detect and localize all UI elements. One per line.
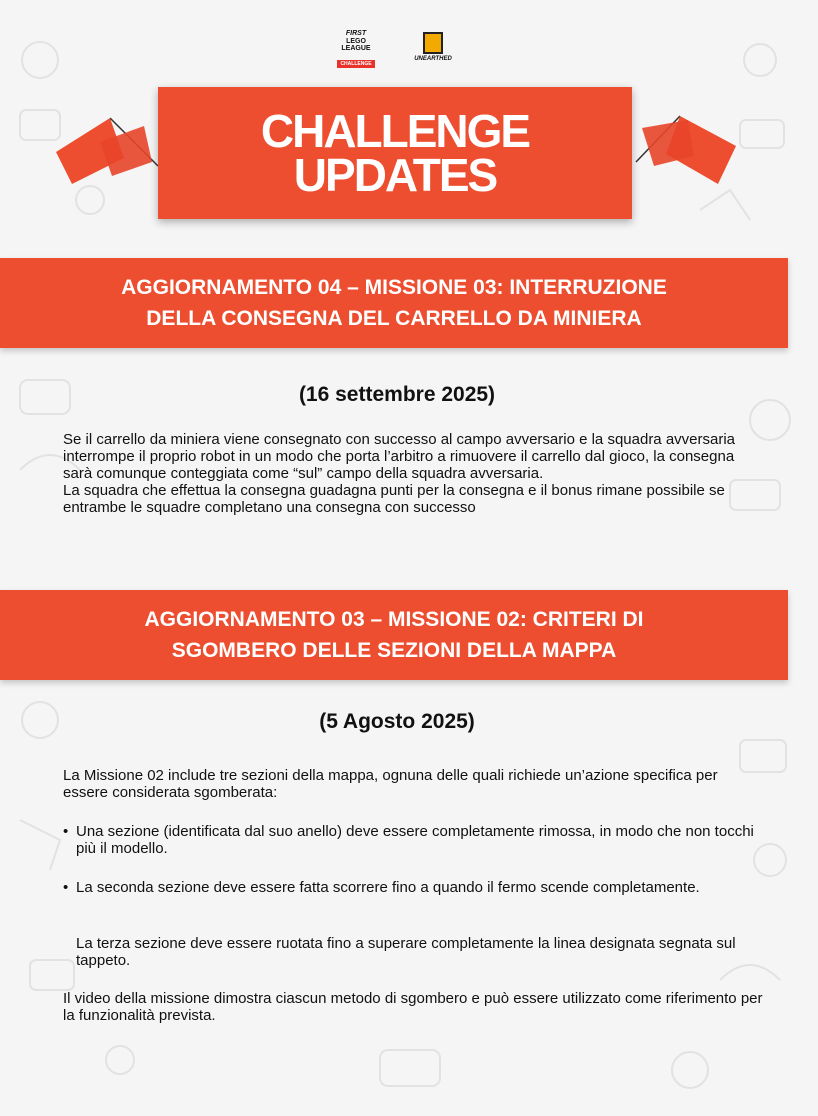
- bullet-dot: •: [63, 823, 69, 840]
- unearthed-logo-text: UNEARTHED: [414, 56, 452, 62]
- page-title: CHALLENGE UPDATES: [260, 105, 530, 201]
- logo-line-league: LEAGUE: [341, 45, 371, 52]
- update-03-bullet-3: [63, 935, 763, 969]
- bullet-dot: •: [63, 879, 69, 896]
- update-04-paragraph-2: La squadra che effettua la consegna guadagna punti per la consegna e il bonus rimane possibile se entrambe le squadre completano una consegna con successo: [63, 482, 725, 516]
- unearthed-logo: [414, 32, 452, 62]
- first-lego-league-logo: [334, 30, 378, 70]
- update-03-date: (5 Agosto 2025): [319, 710, 475, 733]
- update-04-body: [63, 431, 763, 516]
- update-03-bullet-1: [63, 823, 763, 857]
- bullet-text: La terza sezione deve essere ruotata fino a superare completamente la linea designata segnata sul tappeto.: [76, 935, 736, 969]
- left-flag-icon: [48, 112, 162, 194]
- update-03-outro: Il video della missione dimostra ciascun metodo di sgombero e può essere utilizzato come riferimento per la funzionalità prevista.: [63, 990, 763, 1024]
- update-04-banner: [0, 258, 788, 348]
- update-03-banner: [0, 590, 788, 680]
- update-03-intro: La Missione 02 include tre sezioni della mappa, ognuna delle quali richiede un’azione specifica per essere considerata sgomberata:: [63, 767, 718, 801]
- unearthed-badge-icon: [423, 32, 443, 54]
- update-04-heading: AGGIORNAMENTO 04 – MISSIONE 03: INTERRUZIONE DELLA CONSEGNA DEL CARRELLO DA MINIERA: [121, 276, 667, 330]
- bullet-text: La seconda sezione deve essere fatta scorrere fino a quando il fermo scende completamente.: [76, 879, 700, 896]
- update-04-paragraph-1: Se il carrello da miniera viene consegnato con successo al campo avversario e la squadra avversaria interrompe il proprio robot in un modo che porta l’arbitro a rimuovere il carrello dal gioco, la consegna sarà comunque conteggiata come “sul” campo della squadra avversaria.: [63, 431, 736, 482]
- bullet-text: Una sezione (identificata dal suo anello) deve essere completamente rimossa, in modo che non tocchi più il modello.: [76, 823, 754, 857]
- title-box: [158, 87, 632, 219]
- logo-tag-challenge: CHALLENGE: [337, 60, 374, 68]
- logo-line-lego: LEGO: [346, 38, 366, 45]
- logo-line-first: FIRST: [345, 30, 367, 37]
- right-flag-icon: [632, 110, 742, 194]
- update-03-bullet-2: [63, 879, 763, 896]
- update-03-heading: AGGIORNAMENTO 03 – MISSIONE 02: CRITERI DI SGOMBERO DELLE SEZIONI DELLA MAPPA: [144, 608, 644, 662]
- update-04-date: (16 settembre 2025): [298, 383, 496, 406]
